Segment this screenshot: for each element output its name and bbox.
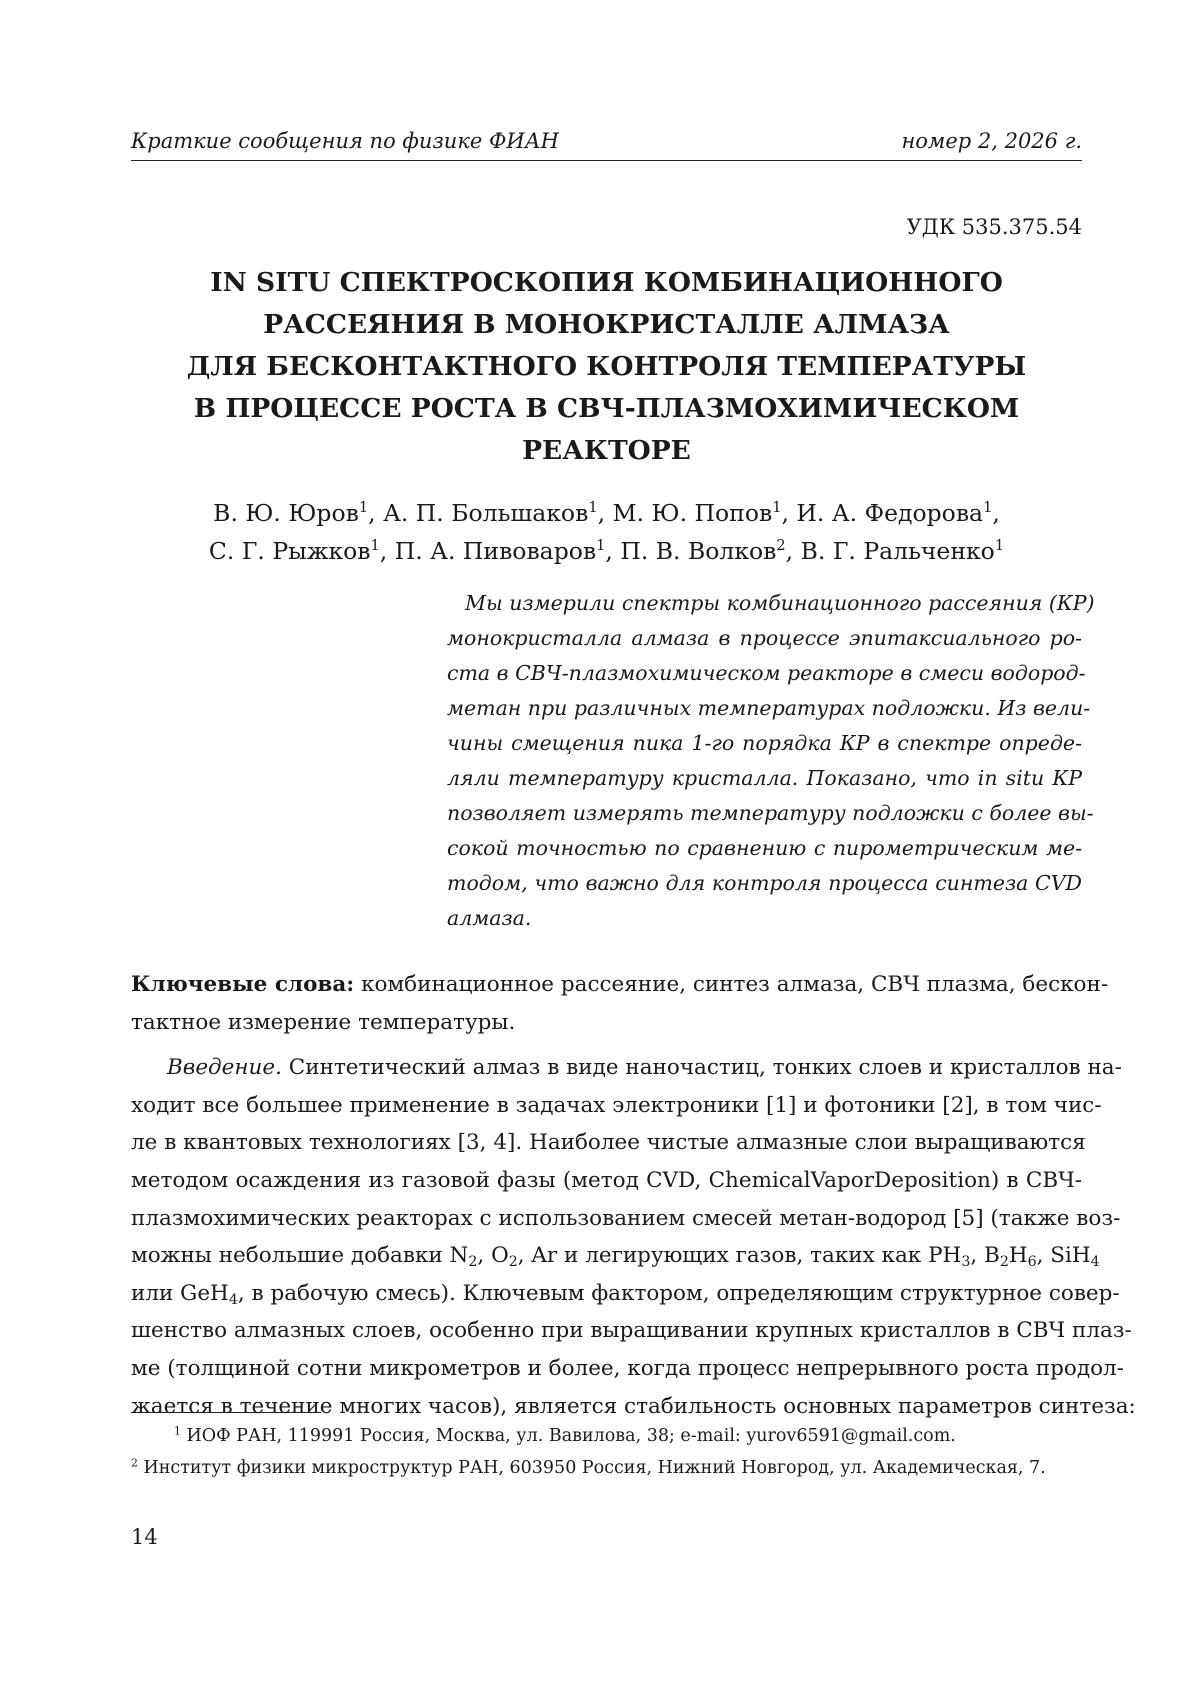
footnotes	[131, 1420, 1082, 1484]
intro-line: шенство алмазных слоев, особенно при выращивании крупных кристаллов в СВЧ плаз-	[131, 1318, 1132, 1344]
title-line: IN SITU СПЕКТРОСКОПИЯ КОМБИНАЦИОННОГО	[210, 267, 1003, 298]
abstract-line: алмаза.	[447, 906, 532, 930]
intro-line: методом осаждения из газовой фазы (метод CVD, ChemicalVaporDeposition) в СВЧ-	[131, 1167, 1082, 1193]
abstract-line: тодом, что важно для контроля процесса синтеза CVD	[447, 871, 1082, 895]
author-name: М. Ю. Попов	[612, 499, 773, 527]
paragraph-gap	[131, 1041, 1082, 1049]
issue-info: номер 2, 2026 г.	[901, 129, 1082, 153]
intro-line: плазмохимических реакторах с использованием смесей метан-водород [5] (также воз-	[131, 1205, 1121, 1231]
affiliation-mark: 1	[772, 498, 782, 516]
author-name: П. А. Пивоваров	[394, 537, 597, 565]
footnote	[131, 1420, 1082, 1452]
title-line: ДЛЯ БЕСКОНТАКТНОГО КОНТРОЛЯ ТЕМПЕРАТУРЫ	[186, 351, 1027, 382]
keywords-line	[131, 966, 1109, 1004]
affiliation-mark: 1	[358, 498, 369, 516]
footnote	[131, 1452, 1082, 1484]
subscript: 6	[1027, 1254, 1037, 1271]
keywords-paragraph	[131, 966, 1109, 1041]
journal-name: Краткие сообщения по физике ФИАН	[131, 129, 559, 153]
author-name: И. А. Федорова	[796, 499, 984, 527]
intro-line: ходит все большее применение в задачах электроники [1] и фотоники [2], в том чис-	[131, 1092, 1102, 1118]
subscript: 2	[468, 1254, 478, 1271]
text-run: , O	[477, 1243, 509, 1269]
text-run: , B	[970, 1243, 1000, 1269]
abstract-line: сокой точностью по сравнению с пирометрическим ме-	[447, 836, 1082, 860]
subscript: 2	[508, 1254, 518, 1271]
footnote-text: ИОФ РАН, 119991 Россия, Москва, ул. Вавилова, 38; e-mail: yurov6591@gmail.com.	[180, 1426, 956, 1446]
text-run: , в рабочую смесь). Ключевым фактором, определяющим структурное совер-	[237, 1280, 1120, 1306]
author-name: С. Г. Рыжков	[208, 537, 371, 565]
udk-code: УДК 535.375.54	[906, 215, 1082, 239]
affiliation-mark: 1	[596, 536, 606, 554]
author-line: В. Ю. Юров$^1$, А. П. Большаков$^1$, М. Ю. Попов$^1$, И. А. Федорова$^1$,	[213, 498, 1000, 527]
author-name: А. П. Большаков	[383, 499, 589, 527]
footnote-mark: 1	[174, 1424, 181, 1438]
author-name: В. Ю. Юров	[213, 499, 359, 527]
abstract-line: ста в СВЧ-плазмохимическом реакторе в смеси водород-	[447, 661, 1086, 685]
author-name: В. Г. Ральченко	[800, 537, 995, 565]
text-run: , Ar и легирующих газов, таких как PH	[517, 1243, 962, 1269]
intro-line: ле в квантовых технологиях [3, 4]. Наиболее чистые алмазные слои выращиваются	[131, 1130, 1086, 1156]
abstract-line: Мы измерили спектры комбинационного рассеяния (КР)	[465, 591, 1095, 615]
keywords-text: комбинационное рассеяние, синтез алмаза, СВЧ плазма, бескон-	[354, 972, 1109, 997]
author-list	[131, 494, 1082, 570]
abstract-line: монокристалла алмаза в процессе эпитаксиального ро-	[447, 626, 1082, 650]
title-line: В ПРОЦЕССЕ РОСТА В СВЧ-ПЛАЗМОХИМИЧЕСКОМ	[193, 393, 1020, 424]
footnote-text: Институт физики микроструктур РАН, 603950 Россия, Нижний Новгород, ул. Академическая, 7.	[137, 1458, 1046, 1478]
introduction-paragraph	[131, 1049, 1136, 1425]
author-name: П. В. Волков	[620, 537, 777, 565]
article-title	[131, 262, 1082, 472]
subscript: 2	[999, 1254, 1009, 1271]
header-rule	[131, 160, 1082, 161]
subscript: 3	[961, 1254, 971, 1271]
abstract-line: чины смещения пика 1-го порядка КР в спектре опреде-	[447, 731, 1082, 755]
title-line: РЕАКТОРЕ	[522, 435, 691, 466]
affiliation-mark: 2	[776, 536, 786, 554]
abstract	[447, 586, 1095, 936]
affiliation-mark: 1	[370, 536, 380, 554]
title-line: РАССЕЯНИЯ В МОНОКРИСТАЛЛЕ АЛМАЗА	[263, 309, 950, 340]
intro-line	[131, 1049, 1122, 1087]
intro-line	[131, 1237, 1100, 1275]
text-run: H	[1008, 1243, 1028, 1269]
running-head	[131, 128, 1082, 154]
text-run: , SiH	[1036, 1243, 1091, 1269]
affiliation-mark: 1	[994, 536, 1005, 554]
intro-line: жается в течение многих часов), является стабильность основных параметров синтеза:	[131, 1393, 1136, 1419]
text-run: можны небольшие добавки N	[131, 1243, 469, 1269]
page-number: 14	[131, 1525, 158, 1549]
affiliation-mark: 1	[588, 498, 598, 516]
text-run: или GeH	[131, 1280, 229, 1306]
keywords-line: тактное измерение температуры.	[131, 1009, 516, 1035]
keywords-label: Ключевые слова:	[131, 972, 355, 997]
body-text	[131, 966, 1136, 1425]
subscript: 4	[228, 1291, 238, 1308]
abstract-line: ляли температуру кристалла. Показано, что in situ КР	[447, 766, 1082, 790]
intro-line: ме (толщиной сотни микрометров и более, когда процесс непрерывного роста продол-	[131, 1355, 1124, 1381]
intro-text: Синтетический алмаз в виде наночастиц, тонких слоев и кристаллов на-	[281, 1055, 1122, 1081]
abstract-line: метан при различных температурах подложки. Из вели-	[447, 696, 1091, 720]
abstract-line: позволяет измерять температуру подложки с более вы-	[447, 801, 1094, 825]
footnote-mark: 2	[131, 1456, 138, 1470]
affiliation-mark: 1	[983, 498, 993, 516]
footnote-rule	[131, 1412, 321, 1413]
subscript: 4	[1090, 1254, 1100, 1271]
intro-label: Введение.	[167, 1055, 282, 1081]
intro-line	[131, 1275, 1120, 1313]
author-line: С. Г. Рыжков$^1$, П. А. Пивоваров$^1$, П. В. Волков$^2$, В. Г. Ральченко$^1$	[208, 536, 1005, 565]
